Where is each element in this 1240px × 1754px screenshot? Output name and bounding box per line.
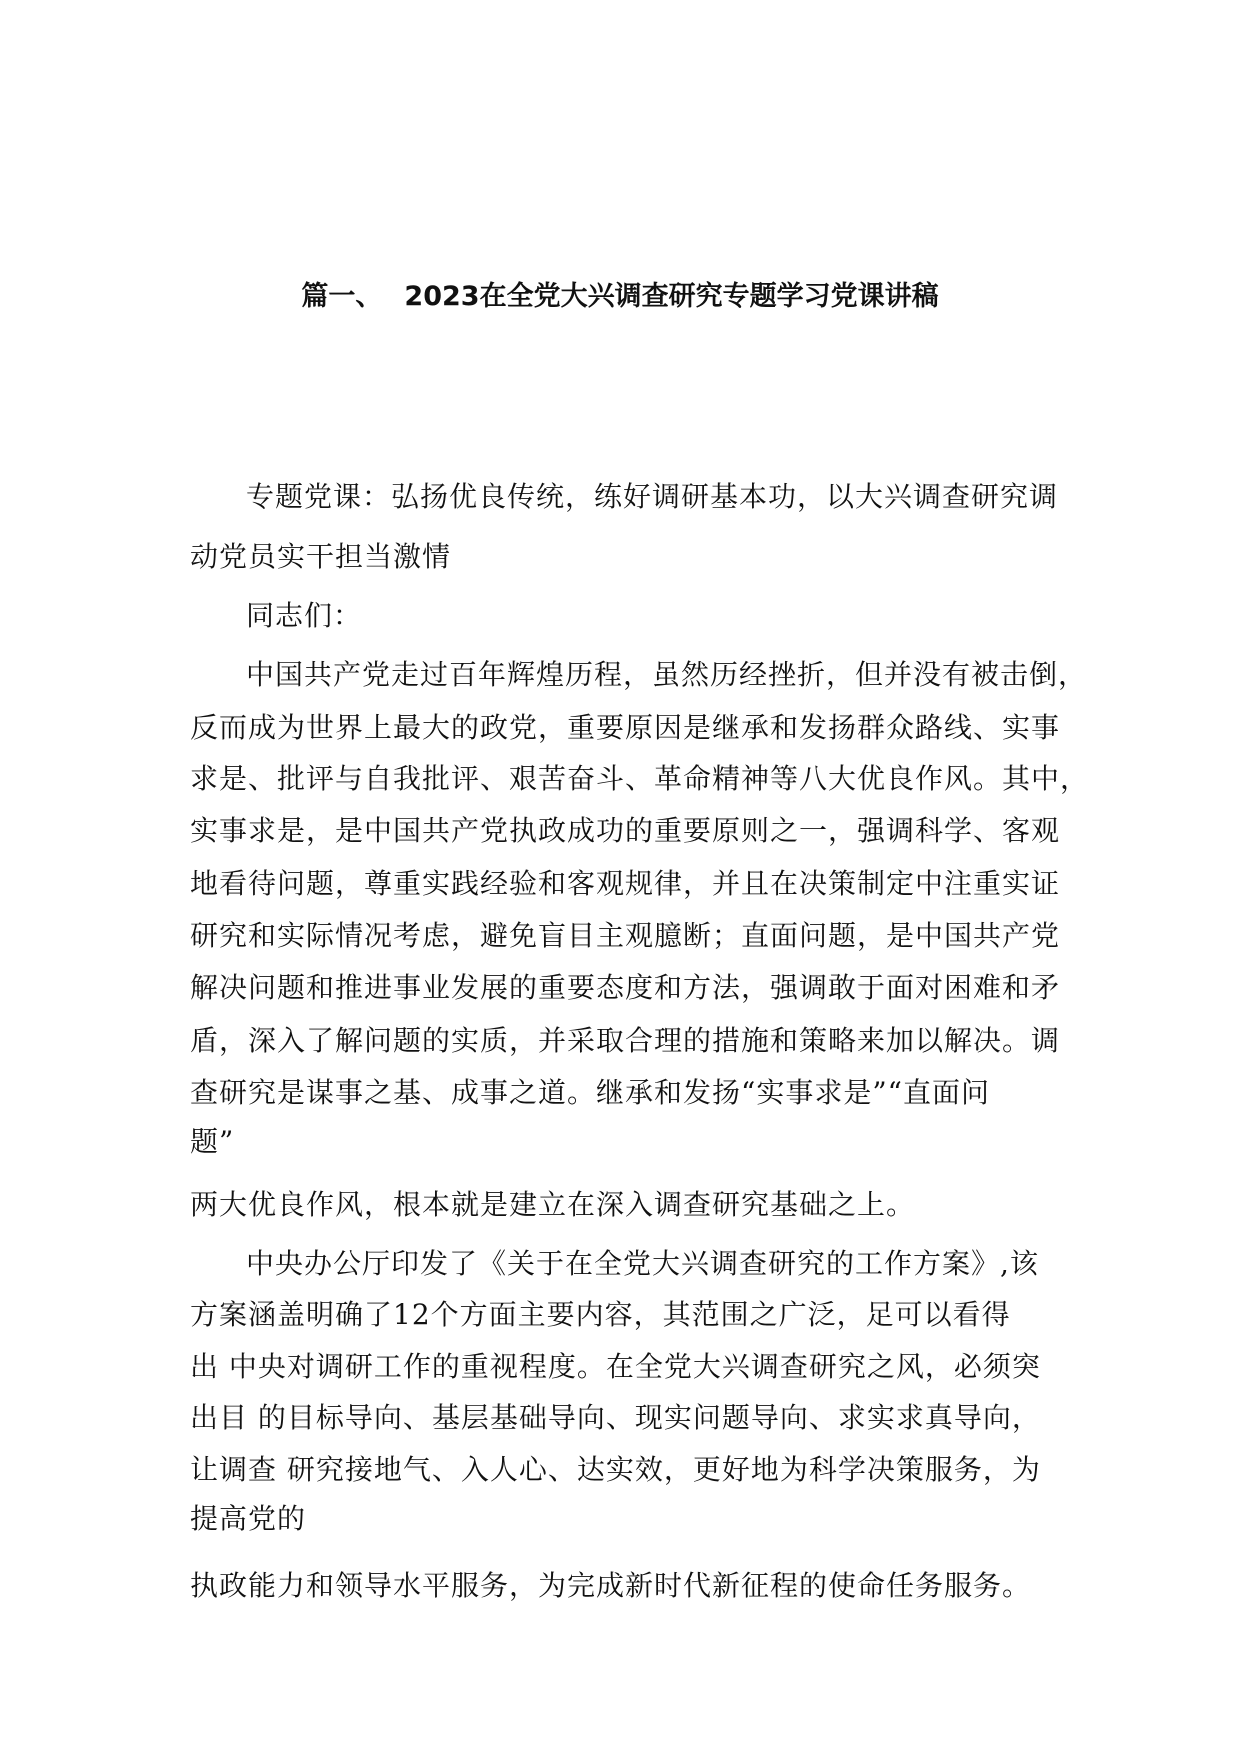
paragraph-2-line-4: 出目 的目标导向、基层基础导向、现实问题导向、求实求真导向， xyxy=(190,1401,1041,1434)
paragraph-1-line-3: 求是、批评与自我批评、艰苦奋斗、革命精神等八大优良作风。其中， xyxy=(190,762,1090,795)
paragraph-1-line-8: 盾，深入了解问题的实质，并采取合理的措施和策略来加以解决。调 xyxy=(190,1024,1061,1057)
subtitle-line-1: 专题党课：弘扬优良传统，练好调研基本功，以大兴调查研究调 xyxy=(246,480,1059,513)
paragraph-1-line-1: 中国共产党走过百年辉煌历程，虽然历经挫折，但并没有被击倒， xyxy=(246,658,1088,691)
title-main: 2023在全党大兴调查研究专题学习党课讲稿 xyxy=(404,281,939,312)
paragraph-1-line-9: 查研究是谋事之基、成事之道。继承和发扬“实事求是”“直面问 xyxy=(190,1076,990,1109)
paragraph-1-line-5: 地看待问题，尊重实践经验和客观规律，并且在决策制定中注重实证 xyxy=(190,867,1061,900)
paragraph-2-line-3: 出 中央对调研工作的重视程度。在全党大兴调查研究之风，必须突 xyxy=(190,1350,1041,1383)
salutation: 同志们： xyxy=(246,599,363,632)
paragraph-2-line-6: 提高党的 xyxy=(190,1502,307,1535)
document-title xyxy=(0,279,1240,315)
paragraph-2-line-1: 中央办公厅印发了《关于在全党大兴调查研究的工作方案》,该 xyxy=(246,1247,1039,1280)
paragraph-1-line-2: 反而成为世界上最大的政党，重要原因是继承和发扬群众路线、实事 xyxy=(190,711,1061,744)
paragraph-1-line-11: 两大优良作风，根本就是建立在深入调查研究基础之上。 xyxy=(190,1188,916,1221)
paragraph-2-line-2: 方案涵盖明确了12个方面主要内容，其范围之广泛，足可以看得 xyxy=(190,1298,1011,1331)
paragraph-1-line-4: 实事求是，是中国共产党执政成功的重要原则之一，强调科学、客观 xyxy=(190,814,1061,847)
paragraph-2-line-5: 让调查 研究接地气、入人心、达实效，更好地为科学决策服务，为 xyxy=(190,1453,1041,1486)
title-prefix: 篇一、 xyxy=(301,281,383,312)
paragraph-1-line-6: 研究和实际情况考虑，避免盲目主观臆断；直面问题，是中国共产党 xyxy=(190,919,1061,952)
subtitle-line-2: 动党员实干担当激情 xyxy=(190,540,452,573)
paragraph-1-line-10: 题” xyxy=(190,1125,235,1158)
paragraph-2-line-7: 执政能力和领导水平服务，为完成新时代新征程的使命任务服务。 xyxy=(190,1569,1032,1602)
paragraph-1-line-7: 解决问题和推进事业发展的重要态度和方法，强调敢于面对困难和矛 xyxy=(190,971,1061,1004)
